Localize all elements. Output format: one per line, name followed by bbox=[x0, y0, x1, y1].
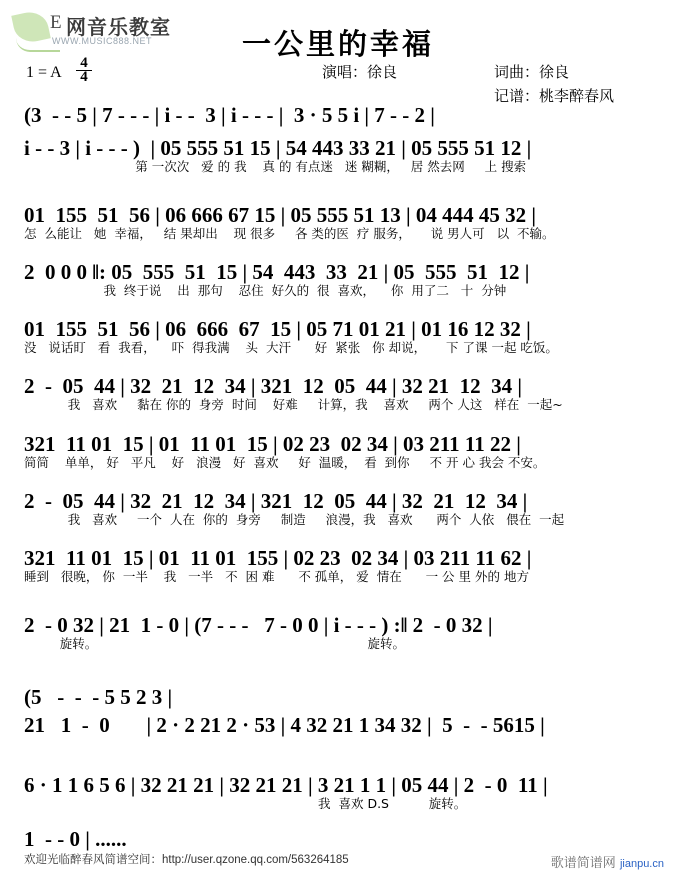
notation-row: 01 155 51 56 | 06 666 67 15 | 05 555 51 13 | 04 444 45 32 | bbox=[24, 203, 536, 227]
staff-line bbox=[24, 614, 656, 652]
site-watermark-en: jianpu.cn bbox=[619, 858, 664, 870]
site-watermark bbox=[551, 852, 664, 871]
staff-line bbox=[24, 104, 656, 126]
notation-row: 1 - - 0 | ...... bbox=[24, 827, 127, 851]
time-signature-numerator: 4 bbox=[80, 55, 88, 71]
logo-url: WWW.MUSIC888.NET bbox=[52, 36, 153, 46]
notation-row: (5 - - - 5 5 2 3 | bbox=[24, 685, 173, 709]
page-title: 一公里的幸福 bbox=[241, 27, 434, 61]
key-signature: 1 = A bbox=[26, 64, 62, 81]
footer-note: 欢迎光临醉春风简谱空间：http://user.qzone.qq.com/563264185 bbox=[24, 854, 349, 866]
site-watermark-cn: 歌谱简谱网 bbox=[550, 856, 616, 871]
staff-line bbox=[24, 774, 656, 812]
lyric-row: 第 一次次 爱 的 我 真 的 有点迷 迷 糊糊， 居 然去网 上 搜索 bbox=[24, 159, 527, 174]
logo-text: 网音乐教室 bbox=[66, 15, 171, 39]
staff-line bbox=[24, 204, 656, 242]
notation-row: 2 0 0 0 ‖: 05 555 51 15 | 54 443 33 21 | 05 555 51 12 | bbox=[24, 260, 530, 284]
time-signature bbox=[76, 57, 92, 84]
staff-line bbox=[24, 137, 656, 175]
staff-line bbox=[24, 261, 656, 299]
staff-line bbox=[24, 490, 656, 528]
notation-row: 6 · 1 1 6 5 6 | 32 21 21 | 32 21 21 | 3 21 1 1 | 05 44 | 2 - 0 11 | bbox=[24, 773, 548, 797]
lyric-row: 旋转。 旋转。 bbox=[24, 636, 405, 651]
notation-row: i - - 3 | i - - - ) | 05 555 51 15 | 54 443 33 21 | 05 555 51 12 | bbox=[24, 136, 532, 160]
lyric-row: 怎 么能让 她 幸福， 结 果却出 现 很多 各 类的医 疗 服务， 说 男人可 以 不输。 bbox=[24, 226, 555, 241]
notation-row: 321 11 01 15 | 01 11 01 15 | 02 23 02 34 | 03 211 11 22 | bbox=[24, 432, 521, 456]
time-signature-denominator: 4 bbox=[76, 70, 92, 84]
notation-row: 321 11 01 15 | 01 11 01 155 | 02 23 02 34 | 03 211 11 62 | bbox=[24, 546, 532, 570]
lyric-row: 睡到 很晚， 你 一半 我 一半 不 困 难 不 孤单， 爱 情在 一 公 里 外的 地方 bbox=[24, 569, 529, 584]
notation-row: 2 - 05 44 | 32 21 12 34 | 321 12 05 44 | 32 21 12 34 | bbox=[24, 374, 522, 398]
lyric-row: 没 说话盯 看 我看， 吓 得我满 头 大汗 好 紧张 你 却说， 下 了课 一起 吃饭。 bbox=[24, 340, 558, 355]
notation-row: 2 - 0 32 | 21 1 - 0 | (7 - - - 7 - 0 0 | i - - - ) :‖ 2 - 0 32 | bbox=[24, 613, 493, 637]
lyric-row: 我 喜欢 一个 人在 你的 身旁 制造 浪漫，我 喜欢 两个 人依 偎在 一起 bbox=[24, 512, 565, 527]
staff-line bbox=[24, 547, 656, 585]
staff-line bbox=[24, 686, 656, 708]
notation-row: 21 1 - 0 | 2 · 2 21 2 · 53 | 4 32 21 1 34 32 | 5 - - 5615 | bbox=[24, 713, 545, 737]
staff-line bbox=[24, 318, 656, 356]
staff-line bbox=[24, 714, 656, 736]
lyric-row: 我 喜欢 黏在 你的 身旁 时间 好难 计算，我 喜欢 两个 人这 样在 一起~ bbox=[24, 397, 563, 412]
singer-credit: 演唱：徐良 bbox=[322, 63, 398, 81]
lyric-row: 简简 单单， 好 平凡 好 浪漫 好 喜欢 好 温暖， 看 到你 不 开 心 我会 不安。 bbox=[24, 455, 546, 470]
notation-row: 2 - 05 44 | 32 21 12 34 | 321 12 05 44 | 32 21 12 34 | bbox=[24, 489, 528, 513]
staff-line bbox=[24, 375, 656, 413]
lyric-row: 我 终于说 出 那句 忍住 好久的 很 喜欢， 你 用了二 十 分钟 bbox=[24, 283, 507, 298]
notation-row: (3 - - 5 | 7 - - - | i - - 3 | i - - - | 3 · 5 5 i | 7 - - 2 | bbox=[24, 103, 435, 127]
composer-credit: 词曲：徐良 bbox=[494, 63, 570, 81]
logo-letter: E bbox=[50, 12, 62, 33]
notator-credit: 记谱：桃李醉春风 bbox=[494, 87, 615, 105]
notation-row: 01 155 51 56 | 06 666 67 15 | 05 71 01 21 | 01 16 12 32 | bbox=[24, 317, 531, 341]
lyric-row: 我 喜欢 D.S 旋转。 bbox=[24, 796, 467, 811]
staff-line bbox=[24, 433, 656, 471]
staff-line bbox=[24, 828, 656, 850]
